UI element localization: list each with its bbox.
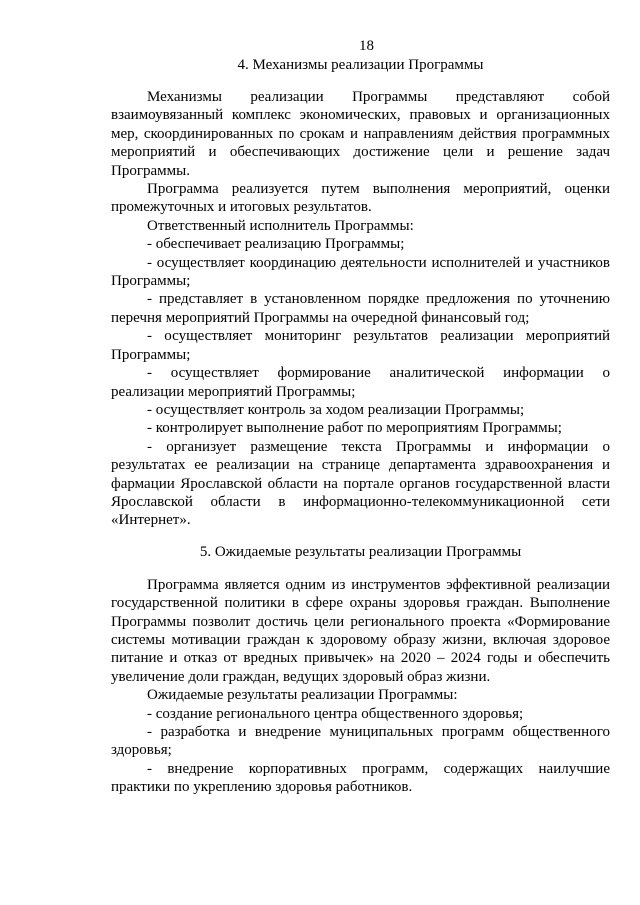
list-item: - осуществляет мониторинг результатов реализации мероприятий Программы; (111, 328, 610, 363)
list-item: - осуществляет координацию деятельности исполнителей и участников Программы; (111, 254, 610, 290)
list-item: - создание регионального центра общественного здоровья; (147, 705, 524, 722)
paragraph: Механизмы реализации Программы представляют собой взаимоувязанный комплекс экономических, правовых и организационных мер, скоординированных по срокам и направлениям действия программных мероприятий и обеспечивающих достижение цели и решение задач Программы. (111, 89, 610, 179)
list-item: - обеспечивает реализацию Программы; (147, 236, 405, 253)
section-4-body (111, 88, 610, 530)
paragraph: Программа реализуется путем выполнения мероприятий, оценки промежуточных и итоговых результатов. (111, 181, 610, 216)
list-item: - организует размещение текста Программы и информации о результатах ее реализации на странице департамента здравоохранения и фармации Ярославской области на портале органов государственной власти Ярославской области в информационно-телекоммуникационной сети «Интернет». (111, 438, 610, 529)
list-item: - осуществляет контроль за ходом реализации Программы; (147, 401, 525, 418)
list-item: - представляет в установленном порядке предложения по уточнению перечня мероприятий Программы на очередной финансовый год; (111, 291, 610, 326)
section-4-heading: 4. Механизмы реализации Программы (237, 57, 484, 73)
list-item: - разработка и внедрение муниципальных программ общественного здоровья; (111, 724, 610, 759)
paragraph: Ответственный исполнитель Программы: (147, 217, 414, 234)
list-item: - контролирует выполнение работ по мероприятиям Программы; (147, 420, 562, 437)
page-number: 18 (359, 38, 374, 54)
list-item: - осуществляет формирование аналитической информации о реализации мероприятий Программы; (111, 365, 610, 400)
section-5-body (111, 576, 610, 797)
paragraph: Ожидаемые результаты реализации Программы: (147, 687, 458, 704)
list-item: - внедрение корпоративных программ, содержащих наилучшие практики по укреплению здоровья работников. (111, 760, 610, 796)
paragraph: Программа является одним из инструментов эффективной реализации государственной политики в сфере охраны здоровья граждан. Выполнение Программы позволит достичь цели регионального проекта «Формирование системы мотивации граждан к здоровому образу жизни, включая здоровое питание и отказ от вредных привычек» на 2020 – 2024 годы и обеспечить увеличение доли граждан, ведущих здоровый образ жизни. (111, 576, 610, 685)
section-5-heading: 5. Ожидаемые результаты реализации Программы (199, 543, 522, 560)
